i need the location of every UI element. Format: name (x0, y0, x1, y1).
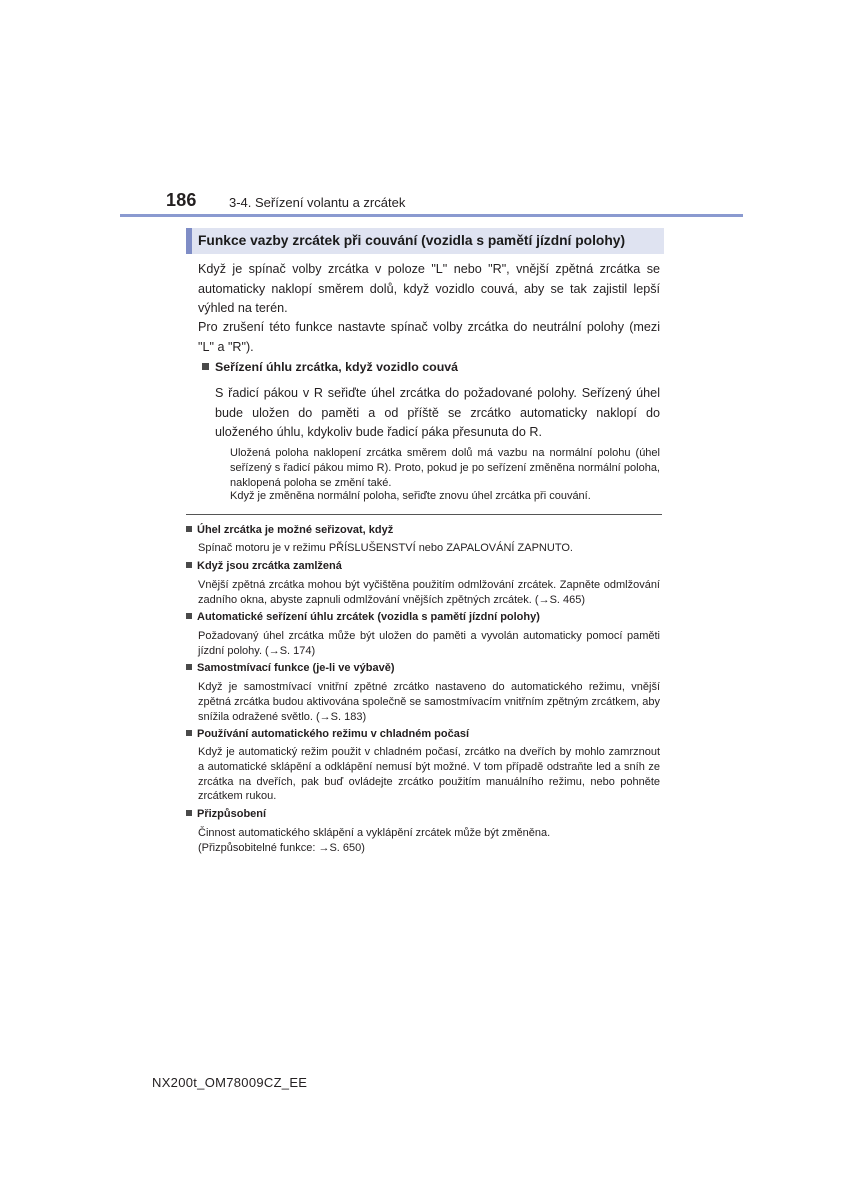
bullet-square-icon (186, 526, 192, 532)
info-body: Vnější zpětná zrcátka mohou být vyčištěna použitím odmlžování zrcátek. Zapněte odmlžování zadního okna, abyste zapnuli odmlžování vnějších zpětných zrcátek. (→S. 465) (198, 579, 660, 606)
info-body: Když je samostmívací vnitřní zpětné zrcátko nastaveno do automatického režimu, vnější zpětná zrcátka budou aktivována společně se samostmívacím vnitřním zpětným zrcátkem, aby snížila odražené světlo. (→S. 183) (198, 681, 660, 723)
subsection-note: Uložená poloha naklopení zrcátka směrem dolů má vazbu na normální polohu (úhel seřízený s řadicí pákou mimo R). Proto, pokud je po seřízení změněna normální poloha, naklopená poloha se změní také. (230, 447, 660, 489)
main-heading-box (186, 228, 664, 254)
bullet-square-icon (186, 613, 192, 619)
intro-paragraph: Když je spínač volby zrcátka v poloze "L" nebo "R", vnější zpětná zrcátka se automaticky naklopí směrem dolů, když vozidlo couvá, aby se tak zajistil lepší výhled na terén. (198, 262, 660, 315)
info-title: Když jsou zrcátka zamlžená (186, 560, 342, 572)
info-title: Přizpůsobení (186, 808, 266, 820)
subsection-heading (202, 360, 458, 374)
footer-document-code: NX200t_OM78009CZ_EE (152, 1075, 308, 1090)
main-heading: Funkce vazby zrcátek při couvání (vozidla s pamětí jízdní polohy) (198, 233, 626, 248)
info-body: Spínač motoru je v režimu PŘÍSLUŠENSTVÍ nebo ZAPALOVÁNÍ ZAPNUTO. (198, 542, 573, 554)
page-header (0, 0, 848, 230)
subsection-note-2: Když je změněna normální poloha, seřiďte znovu úhel zrcátka při couvání. (230, 490, 591, 502)
header-rule (120, 214, 743, 217)
info-body: Činnost automatického sklápění a vyklápění zrcátek může být změněna. (198, 827, 551, 839)
bullet-square-icon (186, 730, 192, 736)
cancel-paragraph: Pro zrušení této funkce nastavte spínač volby zrcátka do neutrální polohy (mezi "L" a "R"). (198, 320, 660, 354)
info-title: Automatické seřízení úhlu zrcátek (vozidla s pamětí jízdní polohy) (186, 611, 540, 623)
bullet-square-icon (186, 562, 192, 568)
bullet-square-icon (186, 810, 192, 816)
info-body: Když je automatický režim použit v chladném počasí, zrcátko na dveřích by mohlo zamrznout a automatické sklápění a odklápění nemusí být možné. V tom případě odstraňte led a sníh ze zrcátka na dveřích, pak buď ovládejte zrcátko použitím manuálního režimu, nebo pohněte zrcátkem rukou. (198, 746, 660, 803)
info-body: Požadovaný úhel zrcátka může být uložen do paměti a vyvolán automaticky pomocí paměti jízdní polohy. (→S. 174) (198, 630, 660, 657)
section-title: 3-4. Seřízení volantu a zrcátek (229, 195, 406, 210)
info-title: Samostmívací funkce (je-li ve výbavě) (186, 662, 394, 674)
section-divider (186, 514, 662, 515)
info-title: Úhel zrcátka je možné seřizovat, když (186, 524, 393, 536)
subsection-title: Seřízení úhlu zrcátka, když vozidlo couvá (215, 360, 459, 374)
page-number: 186 (166, 190, 197, 210)
bullet-square-icon (186, 664, 192, 670)
info-body-cross-reference: (Přizpůsobitelné funkce: →S. 650) (198, 842, 365, 854)
subsection-body: S řadicí pákou v R seřiďte úhel zrcátka do požadované polohy. Seřízený úhel bude uložen do paměti a od příště se zrcátko automaticky naklopí do uloženého úhlu, kdykoliv bude řadicí páka přesunuta do R. (215, 386, 660, 439)
bullet-square-icon (202, 363, 209, 370)
info-title: Používání automatického režimu v chladném počasí (186, 728, 469, 740)
